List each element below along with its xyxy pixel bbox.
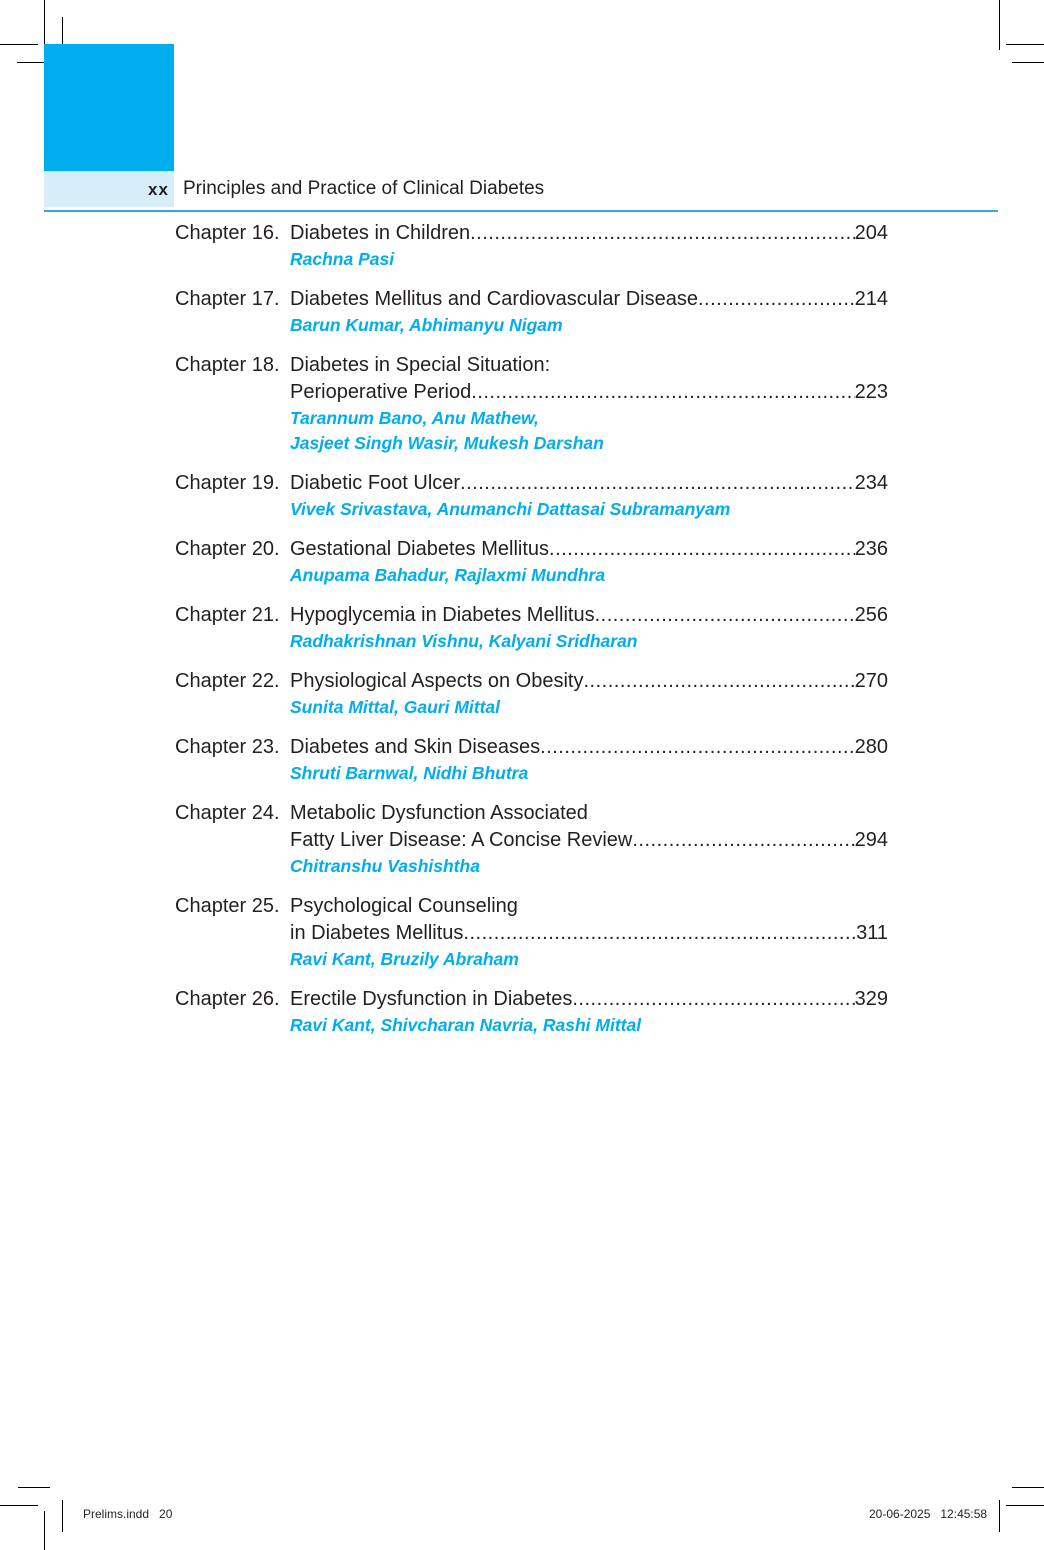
- header-color-block: [44, 44, 174, 171]
- page-folio: xx: [148, 180, 169, 199]
- chapter-title: Diabetes Mellitus and Cardiovascular Disease: [290, 288, 698, 310]
- chapter-title-row: [290, 668, 888, 695]
- page-number: 236: [854, 538, 888, 560]
- chapter-title-row: [290, 286, 888, 313]
- chapter-number: Chapter 20.: [175, 538, 280, 560]
- page-number: 329: [854, 988, 888, 1010]
- chapter-title-row: [290, 827, 888, 854]
- crop-mark: [44, 0, 45, 44]
- dot-leader: [460, 470, 855, 497]
- page-number: 294: [854, 829, 888, 851]
- chapter-title-row: [290, 536, 888, 563]
- chapter-title: Hypoglycemia in Diabetes Mellitus: [290, 604, 595, 626]
- chapter-title: Fatty Liver Disease: A Concise Review: [290, 829, 633, 851]
- page-number: 214: [854, 288, 888, 310]
- toc-entry-body: [290, 352, 888, 456]
- page-number: 204: [854, 222, 888, 244]
- chapter-authors: Ravi Kant, Bruzily Abraham: [290, 949, 519, 969]
- chapter-number: Chapter 22.: [175, 670, 280, 692]
- chapter-title: Gestational Diabetes Mellitus: [290, 538, 550, 560]
- toc-entry-body: [290, 800, 888, 879]
- chapter-title-row: [290, 602, 888, 629]
- crop-mark: [999, 0, 1000, 50]
- chapter-number: Chapter 21.: [175, 604, 280, 626]
- running-title: Principles and Practice of Clinical Diabetes: [183, 178, 545, 199]
- toc-entry-body: [290, 220, 888, 272]
- dot-leader: [471, 379, 854, 406]
- toc-entry[interactable]: [175, 986, 888, 1038]
- crop-mark: [0, 44, 38, 45]
- chapter-authors: Jasjeet Singh Wasir, Mukesh Darshan: [290, 433, 604, 453]
- chapter-authors: Tarannum Bano, Anu Mathew,: [290, 408, 539, 428]
- page-number: 270: [854, 670, 888, 692]
- dot-leader: [632, 827, 854, 854]
- chapter-authors: Vivek Srivastava, Anumanchi Dattasai Subramanyam: [290, 499, 731, 519]
- chapter-authors: Barun Kumar, Abhimanyu Nigam: [290, 315, 563, 335]
- toc-entry[interactable]: [175, 220, 888, 272]
- chapter-authors: Anupama Bahadur, Rajlaxmi Mundhra: [290, 565, 606, 585]
- chapter-number: Chapter 16.: [175, 222, 280, 244]
- chapter-number: Chapter 26.: [175, 988, 280, 1010]
- chapter-title-row: [290, 920, 888, 947]
- chapter-number: Chapter 19.: [175, 472, 280, 494]
- dot-leader: [549, 536, 855, 563]
- toc-entry-body: [290, 734, 888, 786]
- crop-mark: [999, 1500, 1000, 1532]
- page-number: 311: [856, 922, 888, 944]
- footer-file-info: Prelims.indd 20: [83, 1507, 173, 1521]
- page-number: 256: [854, 604, 888, 626]
- crop-mark: [1012, 1487, 1044, 1488]
- crop-mark: [44, 1511, 45, 1550]
- crop-mark: [1006, 44, 1044, 45]
- header-rule: [44, 210, 998, 212]
- chapter-title-row: [290, 379, 888, 406]
- chapter-number: Chapter 23.: [175, 736, 280, 758]
- chapter-title: Diabetic Foot Ulcer: [290, 472, 461, 494]
- dot-leader: [595, 602, 855, 629]
- toc-entry-body: [290, 286, 888, 338]
- chapter-title-row: [290, 470, 888, 497]
- chapter-title-line: Metabolic Dysfunction Associated: [290, 802, 588, 824]
- chapter-title-line: Psychological Counseling: [290, 895, 518, 917]
- toc-entry-body: [290, 602, 888, 654]
- toc-entry-body: [290, 470, 888, 522]
- toc-entry[interactable]: [175, 668, 888, 720]
- dot-leader: [463, 920, 856, 947]
- crop-mark: [0, 1505, 38, 1506]
- chapter-title-line: Diabetes in Special Situation:: [290, 354, 551, 376]
- chapter-title-row: [290, 986, 888, 1013]
- dot-leader: [470, 220, 855, 247]
- chapter-number: Chapter 24.: [175, 802, 280, 824]
- chapter-authors: Ravi Kant, Shivcharan Navria, Rashi Mittal: [290, 1015, 642, 1035]
- chapter-title: in Diabetes Mellitus: [290, 922, 464, 944]
- toc-entry-body: [290, 668, 888, 720]
- crop-mark: [18, 1487, 50, 1488]
- dot-leader: [698, 286, 855, 313]
- chapter-authors: Shruti Barnwal, Nidhi Bhutra: [290, 763, 529, 783]
- crop-mark: [1012, 62, 1044, 63]
- dot-leader: [572, 986, 854, 1013]
- dot-leader: [584, 668, 855, 695]
- chapter-title-row: [290, 220, 888, 247]
- chapter-title: Diabetes in Children: [290, 222, 471, 244]
- chapter-authors: Radhakrishnan Vishnu, Kalyani Sridharan: [290, 631, 638, 651]
- toc-entry-body: [290, 986, 888, 1038]
- chapter-number: Chapter 25.: [175, 895, 280, 917]
- toc-entry[interactable]: [175, 536, 888, 588]
- toc-entry[interactable]: [175, 286, 888, 338]
- dot-leader: [540, 734, 854, 761]
- crop-mark: [62, 1500, 63, 1532]
- chapter-title: Physiological Aspects on Obesity: [290, 670, 584, 692]
- chapter-title-row: [290, 734, 888, 761]
- chapter-title: Diabetes and Skin Diseases: [290, 736, 541, 758]
- page-number: 280: [854, 736, 888, 758]
- page-number: 223: [854, 381, 888, 403]
- toc-entry-body: [290, 536, 888, 588]
- toc-entry-body: [290, 893, 888, 972]
- toc-entry[interactable]: [175, 893, 888, 972]
- footer-timestamp: 20-06-2025 12:45:58: [869, 1507, 988, 1521]
- page-number: 234: [854, 472, 888, 494]
- crop-mark: [1006, 1505, 1044, 1506]
- chapter-authors: Rachna Pasi: [290, 249, 395, 269]
- toc-entry[interactable]: [175, 470, 888, 522]
- toc-entry[interactable]: [175, 800, 888, 879]
- chapter-title: Perioperative Period: [290, 381, 472, 403]
- chapter-authors: Chitranshu Vashishtha: [290, 856, 480, 876]
- chapter-authors: Sunita Mittal, Gauri Mittal: [290, 697, 501, 717]
- table-of-contents: [175, 220, 888, 1052]
- chapter-title: Erectile Dysfunction in Diabetes: [290, 988, 573, 1010]
- toc-entry[interactable]: [175, 602, 888, 654]
- chapter-number: Chapter 17.: [175, 288, 280, 310]
- chapter-number: Chapter 18.: [175, 354, 280, 376]
- toc-entry[interactable]: [175, 352, 888, 456]
- toc-entry[interactable]: [175, 734, 888, 786]
